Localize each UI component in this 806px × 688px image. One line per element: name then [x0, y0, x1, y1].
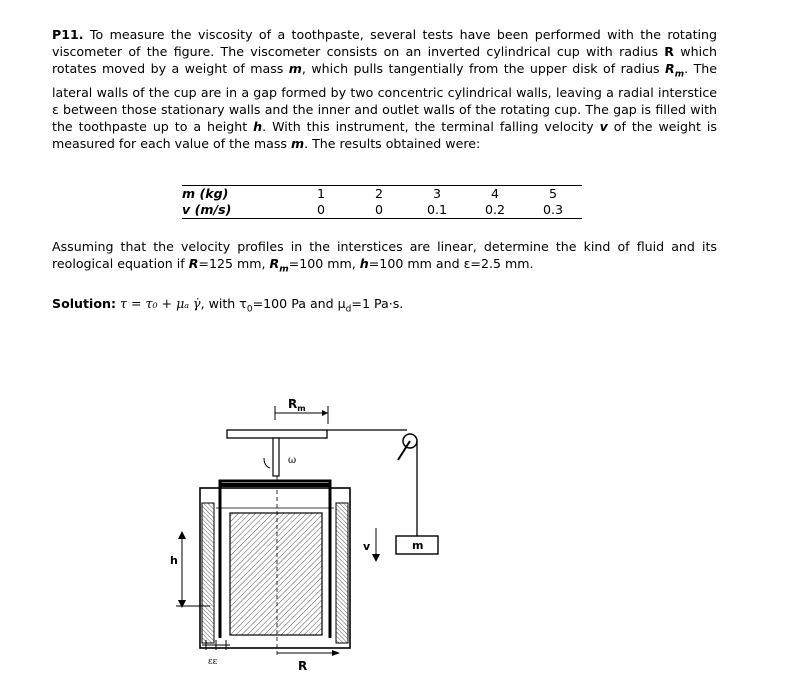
omega-label: ω: [288, 455, 297, 466]
velocity-label: v: [363, 540, 371, 553]
row-label-velocity: v (m/s): [182, 202, 292, 219]
table-row-velocity: [182, 202, 582, 219]
table-cell: 0.1: [408, 202, 466, 219]
row-label-mass: m (kg): [182, 186, 292, 203]
problem-statement: P11. To measure the viscosity of a toothpaste, several tests have been performed with the rotating viscometer of the figure. The viscometer consists on an inverted cylindrical cup with radius R which rotates moved by a weight of mass m, which pulls tangentially from the upper disk of radius $R_m$. The lateral walls of the cup are in a gap formed by two concentric cylindrical walls, leaving a radial interstice ε between those stationary walls and the inner and outlet walls of the rotating cup. The gap is filled with the toothpaste up to a height h. With this instrument, the terminal falling velocity v of the weight is measured for each value of the mass m. The results obtained were:: [52, 27, 717, 151]
solution-equation: τ = τ₀ + μₐ γ̇: [120, 296, 201, 311]
results-table: [182, 185, 582, 219]
inner-cylinder: [230, 513, 322, 635]
left-wall: [202, 503, 214, 643]
shaft: [273, 438, 279, 476]
table-cell: 4: [466, 186, 524, 203]
rm-dimension: [275, 397, 328, 424]
upper-disk: [227, 430, 327, 438]
right-wall: [336, 503, 348, 643]
mass-label: m: [412, 539, 424, 552]
table-cell: 0.3: [524, 202, 582, 219]
table-cell: 3: [408, 186, 466, 203]
solution-label: Solution:: [52, 296, 116, 311]
rm-label: $R_m$: [288, 397, 306, 413]
table-cell: 0.2: [466, 202, 524, 219]
question-text: Assuming that the velocity profiles in the interstices are linear, determine the kind of fluid and its reological equation if R=125 mm, $R_m=100$ mm, h=100 mm and ε=2.5 mm.: [52, 239, 717, 275]
table-cell: 5: [524, 186, 582, 203]
viscometer-figure: [160, 388, 460, 678]
r-label: R: [298, 659, 308, 673]
solution: Solution: τ = τ₀ + μₐ γ̇, with $\tau_0=100$ Pa and $\mu_d=1$ Pa·s.: [52, 296, 404, 315]
table-row-mass: [182, 186, 582, 203]
problem-number: P11.: [52, 27, 84, 42]
table-cell: 0: [292, 202, 350, 219]
table-cell: 2: [350, 186, 408, 203]
h-label: h: [170, 554, 178, 567]
table-cell: 0: [350, 202, 408, 219]
epsilon-label: εε: [208, 657, 218, 667]
table-cell: 1: [292, 186, 350, 203]
